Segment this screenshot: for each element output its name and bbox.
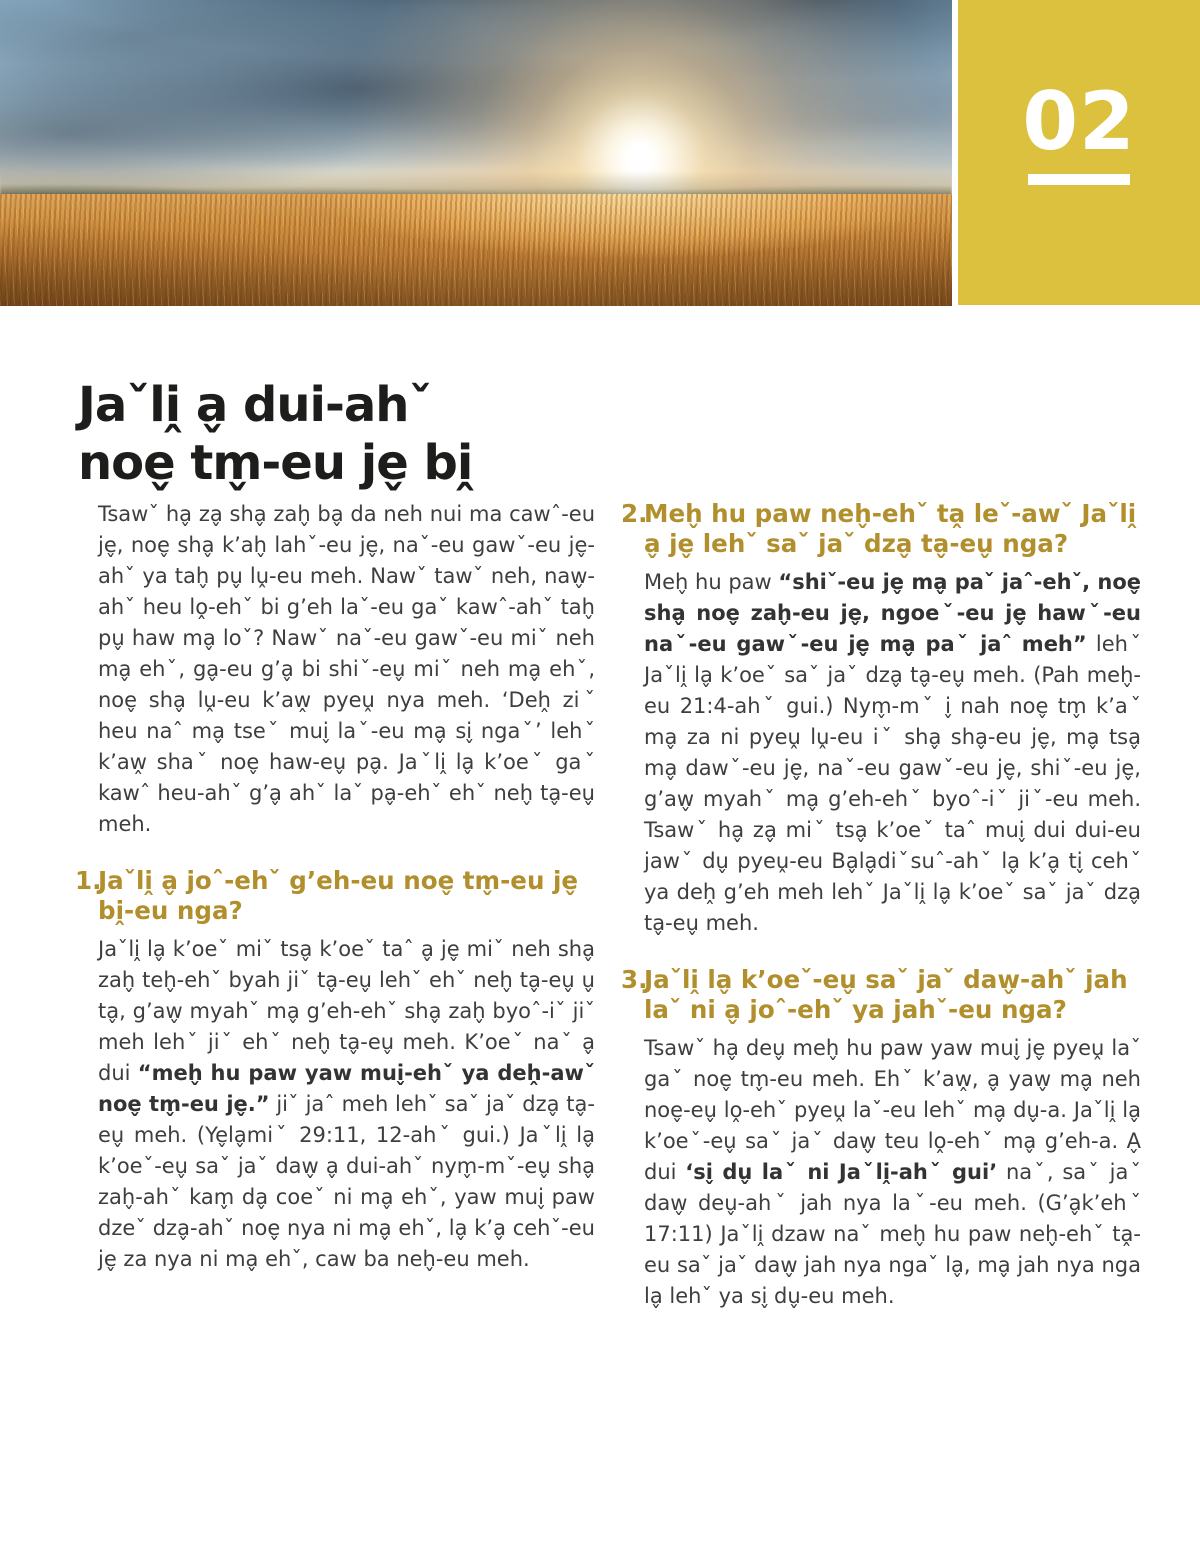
page-title-line1: Jaˇli̭ a̬ dui-ahˇ: [78, 377, 432, 434]
question-paragraph-2: Meh̬ hu paw “shiˇ-eu je̬ ma̬ paˇ jaˆ-ehˇ, noe̬ sha̬ noe̬ zah̬-eu je̬, ngoeˇ-eu je̬ hawˇ-eu naˇ-eu gawˇ-eu je̬ ma̬ paˇ jaˆ meh” lehˇ Jaˇli̭ la̬ k’oeˇ saˇ jaˇ dza̬ ta̬-eu̬ meh. (Pah meh̬-eu 21:4-ahˇ gui.) Nym̬-mˇ i̬ nah noe̬ tm̬ k’aˇ ma̬ za ni pyeṷ lṷ-eu iˇ sha̬ sha̬-eu je̬, ma̬ tsa̬ ma̬ dawˇ-eu je̬, naˇ-eu gawˇ-eu je̬, shiˇ-eu je̬, g’aw̬ myahˇ ma̬ g’eh-ehˇ byoˆ-iˇ jiˇ-eu meh. Tsawˇ ha̬ za̬ miˇ tsa̬ k’oeˇ taˆ mui̬ dui dui-eu jawˇ du̬ pyeṷ-eu Ba̬la̬diˇsuˆ-ahˇ la̬ k’a̬ ti̬ cehˇ ya deh̭ g’eh meh lehˇ Jaˇli̭ la̬ k’oeˇ saˇ jaˇ dza̬ ta̬-eu̬ meh.: [644, 570, 1141, 935]
question-heading-3: [621, 965, 1141, 1025]
question-block-2: [621, 499, 1141, 939]
question-number-1: 1.: [75, 866, 102, 895]
article-columns: [75, 499, 1141, 1312]
question-heading-text-2: Meh̬ hu paw neh̬-ehˇ ta̭ leˇ-awˇ Jaˇli̭ a̬ je̬ lehˇ saˇ jaˇ dza̬ ta̬-eu̬ nga?: [644, 499, 1137, 558]
question-block-1: [75, 866, 595, 1275]
question-number-2: 2.: [621, 499, 648, 528]
question-paragraph-3: Tsawˇ ha̬ deu̬ meh̬ hu paw yaw mui̬ je̬ pyeṷ laˇ gaˇ noe̬ tm̬-eu meh. Ehˇ k’aw̭, a̬ yaw̬ ma̬ neh noe̬-eu̬ lo̭-ehˇ pyeṷ laˇ-eu lehˇ ma̬ du̬-a. Jaˇli̭ la̬ k’oeˇ-eu̬ saˇ jaˇ daw̬ teu lo̭-ehˇ ma̬ g’eh-a. A̬ dui ‘si̬ du̬ laˇ ni Jaˇli̭-ahˇ gui’ naˇ, saˇ jaˇ daw̬ deu̬-ahˇ jah nya laˇ-eu meh. (G’a̬k’ehˇ 17:11) Jaˇli̭ dzaw naˇ meh̬ hu paw neh̬-ehˇ ta̭-eu saˇ jaˇ daw̬ jah nya ngaˇ la̬, ma̬ jah nya nga la̬ lehˇ ya si̬ du̬-eu meh.: [644, 1036, 1141, 1308]
question-number-3: 3.: [621, 965, 648, 994]
hero-photo: [0, 0, 952, 306]
page-title-line2: noe̬ tm̬-eu je̬ bi̭: [78, 435, 473, 492]
question-paragraph-1: Jaˇli̭ la̬ k’oeˇ miˇ tsa̬ k’oeˇ taˆ a̬ je̬ miˇ neh sha̬ zah̬ teh̬-ehˇ byah jiˇ ta̬-eu̬ lehˇ ehˇ neh̬ ta̬-eu̬ u̬ ta̬, g’aw̬ myahˇ ma̬ g’eh-ehˇ sha̬ zah̬ byoˆ-iˇ jiˇ meh lehˇ jiˇ ehˇ neh̬ ta̬-eu̬ meh. K’oeˇ naˇ a̬ dui “meh̬ hu paw yaw mui̬-ehˇ ya deh̭-awˇ noe̬ tm̬-eu je̬.” jiˇ jaˆ meh lehˇ saˇ jaˇ dza̬ ta̬-eu̬ meh. (Ye̬la̬miˇ 29:11, 12-ahˇ gui.) Jaˇli̭ la̬ k’oeˇ-eu̬ saˇ jaˇ daw̬ a̬ dui-ahˇ nym̬-mˇ-eu̬ sha̬ zah̬-ahˇ kam̬ da̬ coeˇ ni ma̬ ehˇ, yaw mui̬ paw dzeˇ dza̬-ahˇ noe̬ nya ni ma̬ ehˇ, la̬ k’a̬ cehˇ-eu je̬ za nya ni ma̬ ehˇ, caw ba neh̬-eu meh.: [98, 937, 595, 1271]
chapter-number-badge: [958, 0, 1200, 305]
wheat-field: [0, 194, 952, 306]
question-block-3: [621, 965, 1141, 1312]
question-heading-2: [621, 499, 1141, 559]
left-column: [75, 499, 595, 1312]
intro-paragraph: Tsawˇ ha̬ za̬ sha̬ zah̬ ba̬ da neh nui ma cawˆ-eu je̬, noe̬ sha̬ k’ah̬ lahˇ-eu je̬, naˇ-eu gawˇ-eu je̬-ahˇ ya tah̬ pu̬ lṷ-eu meh. Nawˇ tawˇ neh, naw̬-ahˇ heu lo̭-ehˇ bi g’eh laˇ-eu gaˇ kawˆ-ahˇ tah̬ pu̬ haw ma̬ loˇ? Nawˇ naˇ-eu gawˇ-eu miˇ neh ma̬ ehˇ, ga̬-eu g’a̬ bi shiˇ-eu̬ miˇ neh ma̬ ehˇ, noe̬ sha̬ lṷ-eu k’aw̭ pyeṷ nya meh. ‘Deh̭ ziˇ heu naˆ ma̬ tseˇ mui̬ laˇ-eu ma̬ si̬ ngaˇ’ lehˇ k’aw̭ shaˇ noe̬ haw-eu̬ pa̬. Jaˇli̭ la̬ k’oeˇ gaˇ kawˆ heu-ahˇ g’a̬ ahˇ laˇ pa̬-ehˇ ehˇ neh̬ ta̬-eu̬ meh.: [98, 502, 595, 836]
question-heading-1: [75, 866, 595, 926]
page-title: [78, 376, 472, 492]
question-heading-text-3: Jaˇli̭ la̬ k’oeˇ-eu̬ saˇ jaˇ daw̬-ahˇ jah laˇ ni a̬ joˆ-ehˇ ya jahˇ-eu nga?: [644, 965, 1128, 1024]
question-heading-text-1: Jaˇli̭ a̬ joˆ-ehˇ g’eh-eu noe̬ tm̬-eu je̬ bi̭-eu nga?: [98, 866, 579, 925]
chapter-number-underline: [1028, 174, 1130, 185]
right-column: [621, 499, 1141, 1312]
chapter-number: 02: [1022, 75, 1136, 168]
